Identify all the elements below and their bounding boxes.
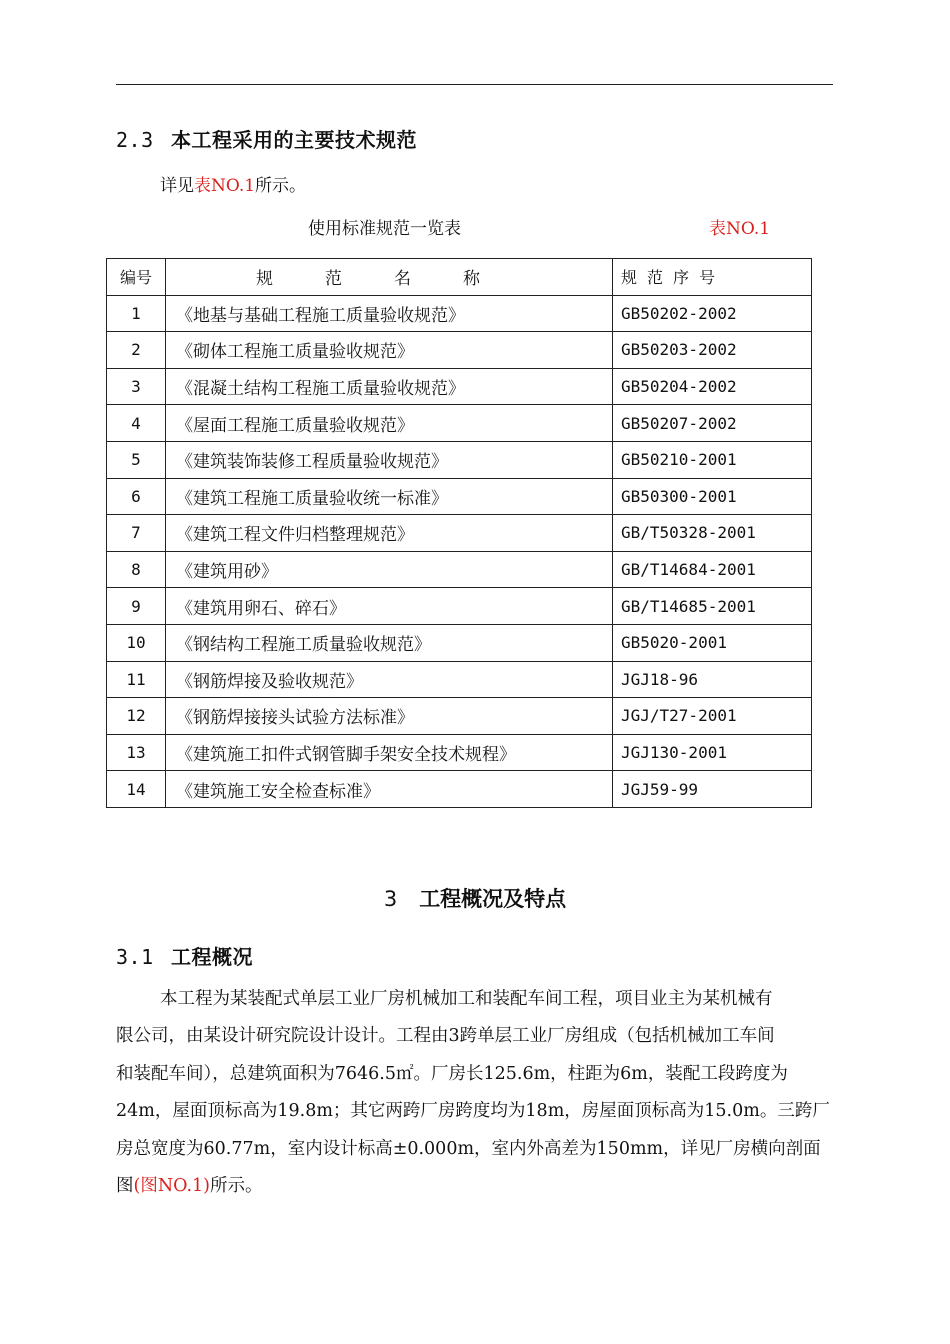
row-number: 3 — [107, 368, 166, 405]
paragraph-line: 房总宽度为60.77m，室内设计标高±0.000m，室内外高差为150mm，详见厂房横向剖面 — [116, 1138, 821, 1159]
chapter-number: 3 — [383, 887, 398, 911]
table-row — [107, 698, 812, 735]
header-rule — [116, 84, 833, 85]
row-standard-name: 《建筑施工扣件式钢管脚手架安全技术规程》 — [166, 734, 613, 771]
row-standard-name: 《砌体工程施工质量验收规范》 — [166, 332, 613, 369]
table-row — [107, 478, 812, 515]
intro-suffix: 所示。 — [255, 176, 307, 196]
header-number: 编号 — [107, 259, 166, 296]
project-overview-paragraph — [116, 981, 836, 1205]
section-number: 2.3 — [116, 128, 154, 152]
table-caption-title: 使用标准规范一览表 — [308, 219, 461, 239]
intro-prefix: 详见 — [160, 176, 194, 196]
chapter-title: 工程概况及特点 — [419, 887, 567, 911]
row-standard-code: JGJ18-96 — [613, 661, 812, 698]
table-row — [107, 295, 812, 332]
row-number: 4 — [107, 405, 166, 442]
row-number: 14 — [107, 771, 166, 808]
row-standard-code: GB50203-2002 — [613, 332, 812, 369]
row-number: 11 — [107, 661, 166, 698]
figure-reference-link[interactable]: (图NO.1) — [133, 1176, 210, 1197]
row-number: 6 — [107, 478, 166, 515]
row-standard-name: 《建筑工程施工质量验收统一标准》 — [166, 478, 613, 515]
section-2-3-heading — [116, 124, 417, 153]
row-number: 9 — [107, 588, 166, 625]
row-standard-code: GB50207-2002 — [613, 405, 812, 442]
section-number: 3.1 — [116, 945, 154, 969]
row-standard-code: GB50202-2002 — [613, 295, 812, 332]
table-row — [107, 441, 812, 478]
row-number: 8 — [107, 551, 166, 588]
table-caption-ref: 表NO.1 — [709, 219, 771, 239]
row-number: 10 — [107, 624, 166, 661]
header-code: 规范序号 — [613, 259, 812, 296]
section-title: 工程概况 — [171, 945, 253, 969]
row-standard-code: GB50210-2001 — [613, 441, 812, 478]
section-2-3-intro — [160, 171, 306, 196]
row-number: 1 — [107, 295, 166, 332]
row-standard-name: 《地基与基础工程施工质量验收规范》 — [166, 295, 613, 332]
header-name: 规范名称 — [166, 259, 613, 296]
row-standard-code: JGJ/T27-2001 — [613, 698, 812, 735]
row-number: 5 — [107, 441, 166, 478]
row-number: 7 — [107, 515, 166, 552]
table-reference-link[interactable]: 表NO.1 — [194, 176, 256, 196]
chapter-3-heading — [0, 883, 950, 913]
table-row — [107, 588, 812, 625]
row-standard-code: GB/T50328-2001 — [613, 515, 812, 552]
table-row — [107, 624, 812, 661]
paragraph-line: 24m，屋面顶标高为19.8m；其它两跨厂房跨度均为18m，房屋面顶标高为15.0m。三跨厂 — [116, 1101, 830, 1122]
paragraph-line: 限公司，由某设计研究院设计设计。工程由3跨单层工业厂房组成（包括机械加工车间 — [116, 1026, 775, 1047]
table-row — [107, 368, 812, 405]
paragraph-line: 和装配车间），总建筑面积为7646.5㎡。厂房长125.6m，柱距为6m，装配工段跨度为 — [116, 1063, 788, 1084]
row-standard-code: JGJ130-2001 — [613, 734, 812, 771]
paragraph-line — [116, 1168, 836, 1205]
table-row — [107, 771, 812, 808]
row-standard-name: 《建筑用砂》 — [166, 551, 613, 588]
row-standard-name: 《钢筋焊接接头试验方法标准》 — [166, 698, 613, 735]
table-row — [107, 332, 812, 369]
row-standard-code: GB50204-2002 — [613, 368, 812, 405]
line-prefix: 图 — [116, 1176, 134, 1197]
table-header-row — [107, 259, 812, 296]
row-standard-name: 《钢筋焊接及验收规范》 — [166, 661, 613, 698]
row-standard-code: GB/T14685-2001 — [613, 588, 812, 625]
row-standard-name: 《屋面工程施工质量验收规范》 — [166, 405, 613, 442]
row-standard-name: 《建筑用卵石、碎石》 — [166, 588, 613, 625]
row-number: 13 — [107, 734, 166, 771]
table-row — [107, 405, 812, 442]
row-number: 2 — [107, 332, 166, 369]
row-standard-code: JGJ59-99 — [613, 771, 812, 808]
row-standard-name: 《混凝土结构工程施工质量验收规范》 — [166, 368, 613, 405]
row-standard-name: 《建筑施工安全检查标准》 — [166, 771, 613, 808]
row-standard-code: GB50300-2001 — [613, 478, 812, 515]
section-title: 本工程采用的主要技术规范 — [171, 128, 417, 152]
table-row — [107, 551, 812, 588]
row-standard-code: GB5020-2001 — [613, 624, 812, 661]
table-row — [107, 734, 812, 771]
standards-table — [106, 258, 812, 808]
paragraph-line: 本工程为某装配式单层工业厂房机械加工和装配车间工程，项目业主为某机械有 — [160, 989, 773, 1009]
row-standard-name: 《建筑装饰装修工程质量验收规范》 — [166, 441, 613, 478]
section-3-1-heading — [116, 941, 253, 970]
line-suffix: 所示。 — [210, 1176, 263, 1197]
table-row — [107, 515, 812, 552]
row-standard-code: GB/T14684-2001 — [613, 551, 812, 588]
table-row — [107, 661, 812, 698]
row-standard-name: 《钢结构工程施工质量验收规范》 — [166, 624, 613, 661]
row-number: 12 — [107, 698, 166, 735]
row-standard-name: 《建筑工程文件归档整理规范》 — [166, 515, 613, 552]
